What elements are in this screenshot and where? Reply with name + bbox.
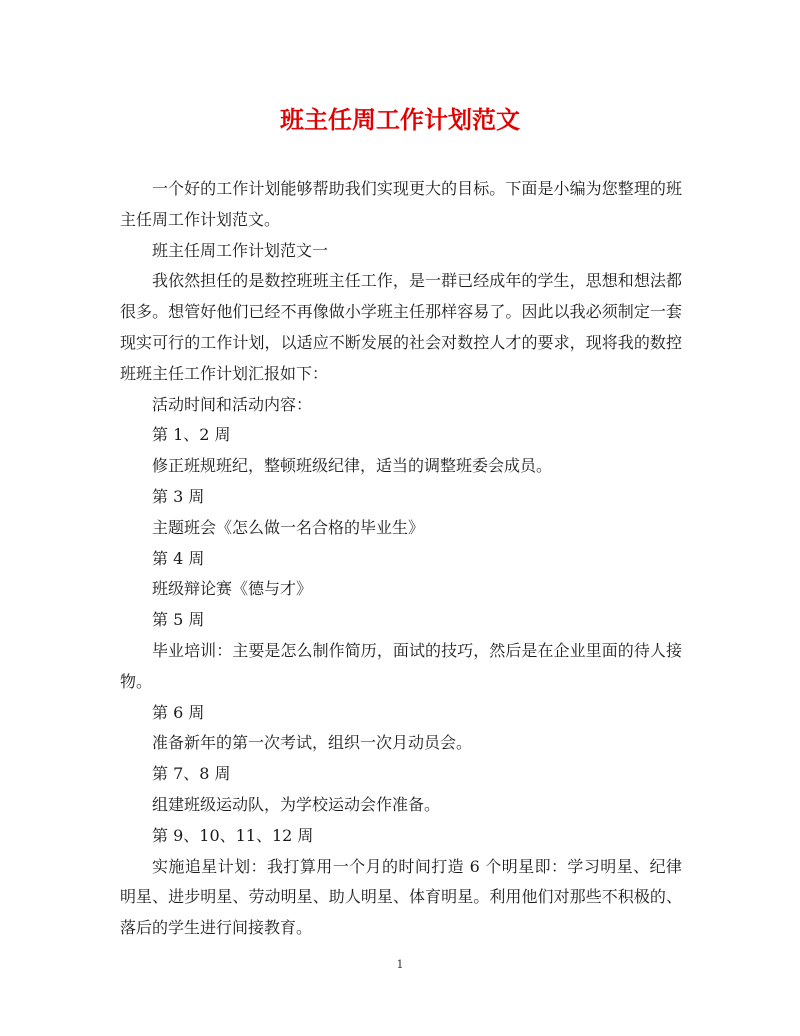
paragraph-background: 我依然担任的是数控班班主任工作，是一群已经成年的学生，思想和想法都很多。想管好他们已经不再像做小学班主任那样容易了。因此以我必须制定一套现实可行的工作计划，以适应不断发展的社会对数控人才的要求，现将我的数控班班主任工作计划汇报如下： — [120, 271, 682, 383]
paragraph-intro: 一个好的工作计划能够帮助我们实现更大的目标。下面是小编为您整理的班主任周工作计划范文。 — [120, 179, 682, 229]
week-label: 第 1、2 周 — [152, 425, 231, 445]
document-body — [120, 174, 682, 944]
week-label: 第 4 周 — [152, 548, 205, 568]
week-activity: 组建班级运动队，为学校运动会作准备。 — [152, 794, 441, 814]
week-activity: 实施追星计划：我打算用一个月的时间打造 6 个明星即：学习明星、纪律明星、进步明星、劳动明星、助人明星、体育明星。利用他们对那些不积极的、落后的学生进行间接教育。 — [120, 856, 682, 938]
week-label: 第 5 周 — [152, 610, 205, 630]
week-activity: 准备新年的第一次考试，组织一次月动员会。 — [152, 733, 473, 753]
week-activity: 修正班规班纪，整顿班级纪律，适当的调整班委会成员。 — [152, 456, 553, 476]
week-label: 第 7、8 周 — [152, 764, 231, 784]
week-label: 第 3 周 — [152, 486, 205, 506]
paragraph-schedule-heading: 活动时间和活动内容： — [152, 394, 313, 414]
week-activity: 班级辩论赛《德与才》 — [152, 579, 313, 599]
week-label: 第 9、10、11、12 周 — [152, 825, 314, 845]
page-number: 1 — [396, 958, 404, 971]
document-title: 班主任周工作计划范文 — [280, 105, 520, 134]
week-activity: 毕业培训：主要是怎么制作简历，面试的技巧，然后是在企业里面的待人接物。 — [120, 640, 682, 691]
week-activity: 主题班会《怎么做一名合格的毕业生》 — [152, 517, 425, 537]
week-label: 第 6 周 — [152, 702, 205, 722]
paragraph-section-heading: 班主任周工作计划范文一 — [152, 240, 329, 260]
